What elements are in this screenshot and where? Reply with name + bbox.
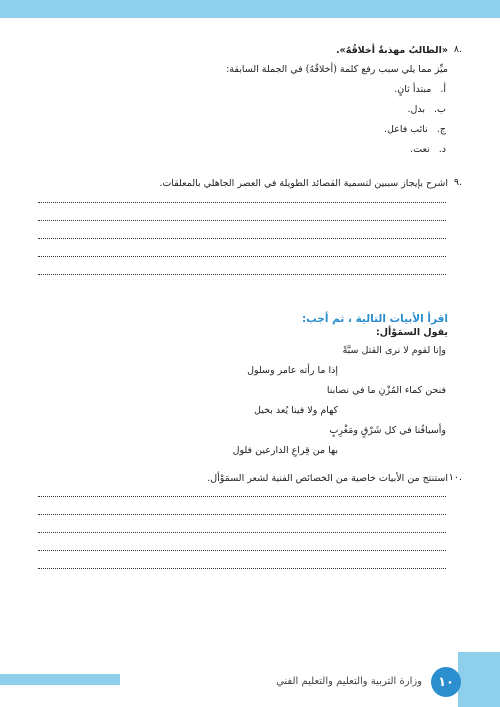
- verse-2: إذا ما رأته عامر وسلول: [247, 365, 338, 376]
- verse-5: وأسيافُنا في كل شَرْقٍ ومَغْرِبٍ: [329, 425, 446, 436]
- answer-line[interactable]: [38, 496, 446, 497]
- option-text: بدل.: [407, 104, 425, 115]
- q8-prompt: ميِّز مما يلي سبب رفع كلمة (أخلاقُهُ) في الجملة السابقة:: [226, 64, 448, 75]
- q8-option-b: [407, 103, 446, 117]
- q8-option-d: [410, 143, 446, 157]
- answer-line[interactable]: [38, 550, 446, 551]
- q8-option-c: [384, 123, 446, 137]
- q10-number: .١٠: [448, 472, 462, 483]
- answer-line[interactable]: [38, 532, 446, 533]
- answer-line[interactable]: [38, 256, 446, 257]
- answer-line[interactable]: [38, 238, 446, 239]
- option-letter: ج.: [436, 124, 446, 135]
- q9-number: .٩: [453, 177, 462, 188]
- option-text: نعت.: [410, 144, 430, 155]
- q8-number: .٨: [453, 44, 462, 55]
- option-text: مبتدأ ثانٍ.: [394, 84, 432, 95]
- option-letter: أ.: [440, 84, 446, 95]
- answer-line[interactable]: [38, 274, 446, 275]
- section-title: اقرأ الأبيات التالية ، ثم أجب:: [301, 313, 448, 325]
- q8-quote: «الطالبُ مهذبةٌ أخلاقُهُ».: [335, 45, 448, 56]
- author-line: يقول السمَوْأل:: [375, 327, 448, 338]
- verse-4: كهام ولا فينا يُعد بخيل: [254, 405, 338, 416]
- verse-3: فنحن كماء المُزْنِ ما في نصابنا: [326, 385, 446, 396]
- option-text: نائب فاعل.: [383, 124, 428, 135]
- answer-line[interactable]: [38, 568, 446, 569]
- q10-prompt: استنتج من الأبيات خاصية من الخصائص الفنية لشعر السمَوْأل.: [207, 473, 448, 484]
- footer-color-bar-right: [458, 652, 500, 707]
- q9-prompt: اشرح بإيجاز سببين لتسمية القصائد الطويلة في العصر الجاهلي بالمعلقات.: [159, 178, 448, 189]
- answer-line[interactable]: [38, 202, 446, 203]
- footer-color-bar-left: [0, 674, 120, 685]
- verse-1: وإنا لقوم لا نرى القتل سبَّةً: [342, 345, 446, 356]
- verse-6: بها من قِراعِ الدارعين فلول: [232, 445, 338, 456]
- ministry-name: وزارة التربية والتعليم والتعليم الفني: [276, 676, 422, 687]
- answer-line[interactable]: [38, 220, 446, 221]
- answer-line[interactable]: [38, 514, 446, 515]
- option-letter: ب.: [434, 104, 446, 115]
- q8-option-a: [394, 83, 446, 97]
- page-number: ١٠: [438, 674, 454, 690]
- page-number-badge: [431, 667, 461, 697]
- option-letter: د.: [438, 144, 446, 155]
